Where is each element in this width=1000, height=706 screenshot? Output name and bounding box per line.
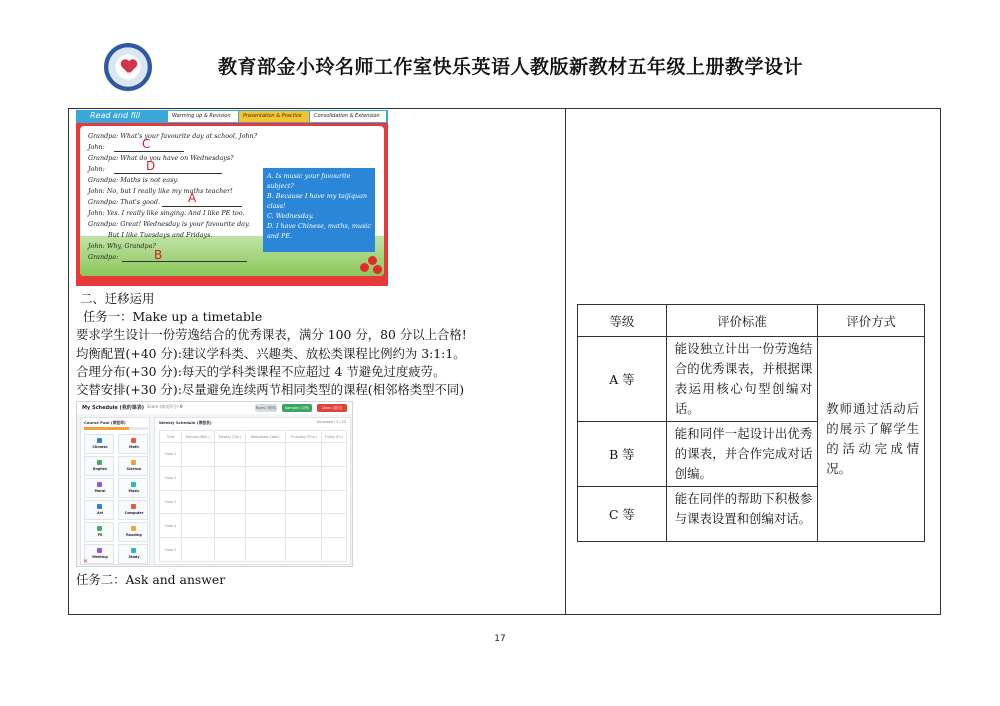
option-line: subject? (267, 182, 294, 190)
slide-tab-presentation: Presentation & Practice (239, 111, 309, 122)
course-icon (97, 460, 102, 465)
period-label: Class 4 (160, 514, 182, 538)
schedule-slot[interactable] (214, 514, 245, 538)
schedule-slot[interactable] (322, 466, 347, 490)
score-label-text: Score (课表得分) (147, 404, 179, 409)
grade-cell: C 等 (578, 487, 667, 542)
task-requirement: 要求学生设计一份劳逸结合的优秀课表，满分 100 分，80 分以上合格! (76, 327, 467, 342)
course-icon (97, 504, 102, 509)
answer-blank (122, 261, 247, 262)
course-pool-panel (80, 417, 150, 565)
course-icon (131, 438, 136, 443)
schedule-slot[interactable] (286, 538, 322, 562)
schedule-slot[interactable] (214, 538, 245, 562)
schedule-slot[interactable] (245, 514, 285, 538)
period-label: Class 5 (160, 538, 182, 562)
heart-icon (121, 60, 137, 74)
course-icon (97, 438, 102, 443)
course-name: Moral (94, 489, 106, 493)
course-name: Math (129, 445, 139, 449)
flower-icon (373, 265, 382, 274)
course-name: Music (128, 489, 140, 493)
course-card[interactable] (84, 500, 114, 520)
handwritten-answer: A (188, 191, 197, 205)
schedule-grid (159, 430, 347, 562)
table-row (160, 538, 347, 562)
schedule-slot[interactable] (286, 490, 322, 514)
day-header: Monday (Mon.) (182, 431, 215, 443)
schedule-slot[interactable] (245, 443, 285, 467)
table-row (160, 490, 347, 514)
course-name: Science (126, 467, 142, 471)
course-icon (131, 482, 136, 487)
table-row (578, 337, 925, 422)
scoring-rule: 交替安排(+30 分):尽量避免连续两节相同类型的课程(相邻格类型不同) (76, 382, 465, 397)
task-two-title: 任务二：Ask and answer (76, 572, 226, 587)
schedule-slot[interactable] (322, 490, 347, 514)
course-name: Reading (126, 533, 142, 537)
period-label: Class 3 (160, 490, 182, 514)
course-name: English (93, 467, 107, 471)
course-card[interactable] (84, 434, 114, 454)
course-name: PE (97, 533, 103, 537)
studio-logo (104, 43, 152, 91)
evaluation-header-row (578, 305, 925, 337)
day-header: Thursday (Thur.) (286, 431, 322, 443)
dialogue-line: John: (88, 143, 105, 151)
course-icon (131, 504, 136, 509)
score-value: 0 (179, 404, 183, 409)
course-pool-progress (84, 427, 148, 430)
schedule-slot[interactable] (322, 538, 347, 562)
course-name: Chinese (92, 445, 108, 449)
schedule-slot[interactable] (245, 538, 285, 562)
schedule-header-row (160, 431, 347, 443)
course-name: Art (97, 511, 103, 515)
schedule-slot[interactable] (322, 443, 347, 467)
course-card[interactable] (84, 478, 114, 498)
dialogue-line: John: Why, Grandpa? (88, 242, 156, 250)
course-card[interactable] (118, 456, 148, 476)
header-grade: 等级 (578, 305, 667, 337)
course-card[interactable] (118, 478, 148, 498)
task-one-title: 任务一：Make up a timetable (83, 309, 263, 324)
schedule-slot[interactable] (182, 466, 215, 490)
grade-cell: B 等 (578, 422, 667, 487)
course-card[interactable] (84, 456, 114, 476)
app-title: My Schedule (我的课表) (82, 405, 145, 411)
dialogue-line: John: No, but I really like my maths teacher! (88, 187, 233, 195)
dialogue-line: Grandpa: Maths is not easy. (88, 176, 179, 184)
schedule-app-screenshot (76, 401, 353, 567)
flower-icon (360, 263, 369, 272)
rules-button[interactable]: Rules (规则) (255, 406, 277, 410)
option-line: class! (267, 202, 286, 210)
course-icon (97, 548, 102, 553)
day-header: Time (160, 431, 182, 443)
dialogue-line: John: Yes. I really like singing. And I like PE too. (88, 209, 245, 217)
answer-blank (162, 206, 242, 207)
schedule-slot[interactable] (286, 443, 322, 467)
course-card[interactable] (118, 434, 148, 454)
schedule-slot[interactable] (182, 538, 215, 562)
scoring-rule: 均衡配置(+40 分):建议学科类、兴趣类、放松类课程比例约为 3:1:1。 (76, 346, 466, 361)
schedule-slot[interactable] (214, 490, 245, 514)
weekly-schedule-status: Unranked / 0 / 25 (316, 420, 346, 424)
answer-options-box (263, 168, 375, 252)
period-label: Class 2 (160, 466, 182, 490)
course-card[interactable] (118, 544, 148, 564)
dialogue-line: Grandpa: What's your favourite day at school, John? (88, 132, 258, 140)
option-line: A. Is music your favourite (267, 172, 351, 180)
option-line: D. I have Chinese, maths, music (267, 222, 371, 230)
slide-title: Read and fill (90, 111, 141, 120)
slide-tab-consolidation: Consolidation & Extension (310, 111, 386, 122)
course-name: Computer (124, 511, 144, 515)
course-card[interactable] (84, 522, 114, 542)
grade-cell: A 等 (578, 337, 667, 422)
schedule-slot[interactable] (245, 490, 285, 514)
slide-panel (80, 126, 384, 276)
handwritten-answer: B (154, 248, 163, 262)
period-label: Class 1 (160, 443, 182, 467)
schedule-slot[interactable] (286, 466, 322, 490)
day-header: Wednesday (Wed.) (245, 431, 285, 443)
course-icon (131, 460, 136, 465)
section-heading: 二、迁移运用 (80, 291, 155, 306)
table-row (160, 466, 347, 490)
score-label (147, 404, 183, 410)
course-icon (131, 526, 136, 531)
course-card[interactable] (118, 500, 148, 520)
page-number: 17 (494, 634, 506, 644)
criteria-cell: 能在同伴的帮助下积极参与课表设置和创编对话。 (666, 487, 818, 542)
header-criteria: 评价标准 (666, 305, 818, 337)
schedule-slot[interactable] (182, 490, 215, 514)
course-icon (131, 548, 136, 553)
schedule-slot[interactable] (182, 514, 215, 538)
slide-tab-warming-up: Warming up & Revision (168, 111, 238, 122)
dialogue-line: Grandpa: What do you have on Wednesdays? (88, 154, 234, 162)
weekly-schedule-title: Weekly Schedule (课程表) (159, 420, 212, 425)
option-line: and PE. (267, 232, 293, 240)
course-card[interactable] (84, 544, 114, 564)
read-and-fill-slide (76, 110, 388, 286)
course-name: Meeting (92, 555, 108, 559)
document-title: 教育部金小玲名师工作室快乐英语人教版新教材五年级上册教学设计 (218, 56, 804, 78)
schedule-slot[interactable] (245, 466, 285, 490)
handwritten-answer: D (146, 159, 156, 173)
day-header: Friday (Fri.) (322, 431, 347, 443)
option-line: C. Wednesday. (267, 212, 314, 220)
flower-icon (368, 256, 377, 265)
sample-button[interactable]: Sample (示例) (282, 404, 312, 412)
table-row (160, 443, 347, 467)
scoring-rule: 合理分布(+30 分):每天的学科类课程不应超过 4 节避免过度疲劳。 (76, 364, 446, 379)
schedule-slot[interactable] (182, 443, 215, 467)
criteria-cell: 能和同伴一起设计出优秀的课表，并合作完成对话创编。 (666, 422, 818, 487)
option-line: B. Because I have my taijiquan (267, 192, 368, 200)
table-row (160, 514, 347, 538)
handwritten-answer: C (142, 137, 151, 151)
criteria-cell: 能设独立计出一份劳逸结合的优秀课表，并根据课表运用核心句型创编对话。 (666, 337, 818, 422)
answer-blank (114, 173, 222, 174)
course-name: Study (128, 555, 140, 559)
schedule-slot[interactable] (214, 443, 245, 467)
header-method: 评价方式 (818, 305, 925, 337)
evaluation-table (577, 304, 925, 542)
schedule-slot[interactable] (214, 466, 245, 490)
course-pool-title: Course Pool (课程库) (84, 420, 126, 425)
weekly-schedule-panel (154, 417, 351, 565)
clear-button[interactable]: Clear (清空) (317, 404, 347, 412)
course-icon (97, 482, 102, 487)
schedule-slot[interactable] (286, 514, 322, 538)
close-icon[interactable]: ✕ (83, 558, 89, 565)
answer-blank (114, 151, 184, 152)
course-card[interactable] (118, 522, 148, 542)
dialogue-line: But I like Tuesdays and Fridays. (108, 231, 213, 239)
dialogue-line: Grandpa: That's good. (88, 198, 160, 206)
dialogue-line: Grandpa: (88, 253, 119, 261)
evaluation-method-cell: 教师通过活动后的展示了解学生的活动完成情况。 (818, 337, 925, 542)
dialogue-line: John: (88, 165, 105, 173)
table-column-divider (565, 108, 566, 615)
dialogue-line: Grandpa: Great! Wednesday is your favourite day. (88, 220, 250, 228)
day-header: Tuesday (Tue.) (214, 431, 245, 443)
course-icon (97, 526, 102, 531)
schedule-slot[interactable] (322, 514, 347, 538)
